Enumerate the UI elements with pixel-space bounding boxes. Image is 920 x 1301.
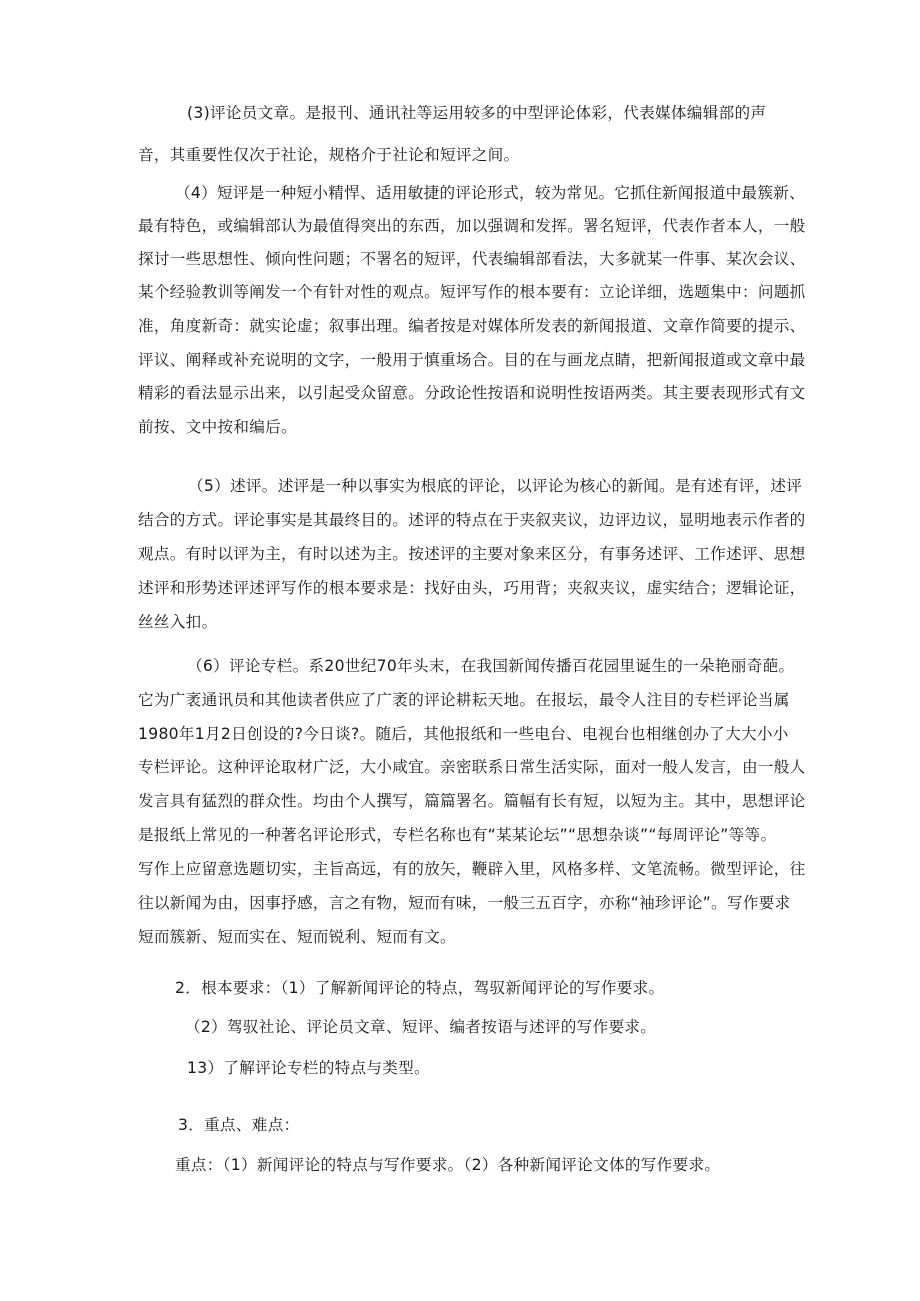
text-line: 观点。有时以评为主，有时以述为主。按述评的主要对象来区分，有事务述评、工作述评、思想: [138, 545, 806, 563]
text-line: （6）评论专栏。系20世纪70年头末，在我国新闻传播百花园里诞生的一朵艳丽奇葩。: [187, 657, 795, 675]
text-line: （5）述评。述评是一种以事实为根底的评论，以评论为核心的新闻。是有述有评，述评: [188, 477, 803, 495]
text-line: 准，角度新奇：就实论虚；叙事出理。编者按是对媒体所发表的新闻报道、文章作简要的提示、: [138, 317, 806, 335]
text-line: （4）短评是一种短小精悍、适用敏捷的评论形式，较为常见。它抓住新闻报道中最簇新、: [175, 184, 806, 202]
text-line: 前按、文中按和编后。: [138, 418, 297, 436]
text-line: （2）驾驭社论、评论员文章、短评、编者按语与述评的写作要求。: [185, 1018, 657, 1036]
text-line: 某个经验教训等阐发一个有针对性的观点。短评写作的根本要有：立论详细，选题集中：问题抓: [138, 283, 806, 301]
text-line: 是报纸上常见的一种著名评论形式，专栏名称也有“某某论坛”“思想杂谈”“每周评论”等等。: [138, 826, 777, 844]
text-line: 重点：（1）新闻评论的特点与写作要求。（2）各种新闻评论文体的写作要求。: [175, 1156, 721, 1174]
text-line: 音，其重要性仅次于社论，规格介于社论和短评之间。: [138, 146, 520, 164]
text-line: 专栏评论。这种评论取材广泛，大小咸宜。亲密联系日常生活实际，面对一般人发言，由一般人: [138, 758, 806, 776]
text-line: 结合的方式。评论事实是其最终目的。述评的特点在于夹叙夹议，边评边议，显明地表示作者的: [138, 511, 806, 529]
text-line: 丝丝入扣。: [138, 613, 218, 631]
text-line: 它为广袤通讯员和其他读者供应了广袤的评论耕耘天地。在报坛，最令人注目的专栏评论当属: [138, 691, 790, 709]
text-line: 3．重点、难点：: [178, 1116, 300, 1134]
text-line: (3)评论员文章。是报刊、通讯社等运用较多的中型评论体彩，代表媒体编辑部的声: [187, 104, 767, 122]
text-line: 精彩的看法显示出来，以引起受众留意。分政论性按语和说明性按语两类。其主要表现形式有文: [138, 384, 806, 402]
text-line: 写作上应留意选题切实，主旨高远，有的放矢，鞭辟入里，风格多样、文笔流畅。微型评论，往: [138, 860, 806, 878]
text-line: 最有特色，或编辑部认为最值得突出的东西，加以强调和发挥。署名短评，代表作者本人，一般: [138, 217, 806, 235]
text-line: 13）了解评论专栏的特点与类型。: [187, 1059, 430, 1077]
text-line: 述评和形势述评述评写作的根本要求是：找好由头，巧用背；夹叙夹议，虚实结合；逻辑论证，: [138, 579, 806, 597]
text-line: 短而簇新、短而实在、短而锐利、短而有文。: [138, 928, 456, 946]
text-line: 2．根本要求：（1）了解新闻评论的特点，驾驭新闻评论的写作要求。: [175, 979, 665, 997]
text-line: 探讨一些思想性、倾向性问题；不署名的短评，代表编辑部看法，大多就某一件事、某次会议、: [138, 250, 806, 268]
text-line: 评议、阐释或补充说明的文字，一般用于慎重场合。目的在与画龙点睛，把新闻报道或文章中最: [138, 351, 806, 369]
text-line: 往以新闻为由，因事抒感，言之有物，短而有味，一般三五百字，亦称“袖珍评论”。写作要求: [138, 894, 791, 912]
text-line: 1980年1月2日创设的?今日谈?。随后，其他报纸和一些电台、电视台也相继创办了大大小小: [138, 725, 789, 743]
text-line: 发言具有猛烈的群众性。均由个人撰写，篇篇署名。篇幅有长有短，以短为主。其中，思想评论: [138, 792, 806, 810]
